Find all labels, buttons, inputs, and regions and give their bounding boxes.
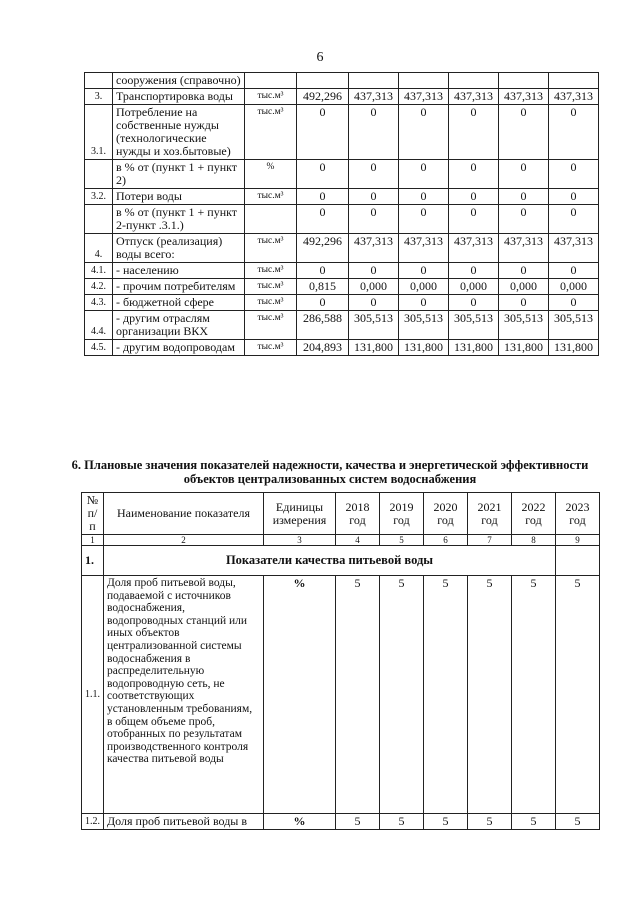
row-unit: [245, 205, 297, 234]
row-value: 492,296: [297, 234, 349, 263]
header-year: 2020 год: [424, 493, 468, 535]
section-num: 1.: [82, 546, 104, 576]
row-value: 0,000: [499, 279, 549, 295]
row-value: [297, 73, 349, 89]
row-name: Транспортировка воды: [113, 89, 245, 105]
col-number: 5: [380, 535, 424, 546]
row-name: в % от (пункт 1 + пункт 2): [113, 160, 245, 189]
row-unit: тыс.м³: [245, 105, 297, 160]
row-value: 0: [399, 105, 449, 160]
row-value: 0: [349, 189, 399, 205]
row-value: 0: [349, 160, 399, 189]
col-number: 7: [468, 535, 512, 546]
row-value: 0: [499, 263, 549, 279]
col-number: 3: [264, 535, 336, 546]
row-value: 131,800: [399, 340, 449, 356]
row-unit: тыс.м³: [245, 295, 297, 311]
col-number: 9: [556, 535, 600, 546]
row-value: 0: [549, 160, 599, 189]
table-row: [85, 295, 599, 311]
row-value: 5: [336, 814, 380, 830]
table-row: [82, 576, 600, 814]
row-name: сооружения (справочно): [113, 73, 245, 89]
row-unit: [245, 73, 297, 89]
row-value: 0: [499, 105, 549, 160]
row-value: 204,893: [297, 340, 349, 356]
row-value: [499, 73, 549, 89]
row-unit: %: [264, 814, 336, 830]
row-num: 3.1.: [85, 105, 113, 160]
table-row: [85, 189, 599, 205]
row-value: 0,815: [297, 279, 349, 295]
row-value: [349, 73, 399, 89]
row-value: 437,313: [399, 234, 449, 263]
row-value: 305,513: [449, 311, 499, 340]
row-value: 5: [512, 576, 556, 814]
row-value: 437,313: [449, 89, 499, 105]
header-unit: Единицы измерения: [264, 493, 336, 535]
row-value: 5: [556, 814, 600, 830]
row-unit: %: [264, 576, 336, 814]
row-unit: тыс.м³: [245, 263, 297, 279]
row-unit: тыс.м³: [245, 189, 297, 205]
header-year: 2019 год: [380, 493, 424, 535]
row-value: 5: [424, 576, 468, 814]
row-value: 437,313: [349, 89, 399, 105]
row-value: 0: [499, 295, 549, 311]
section-heading: 6. Плановые значения показателей надежности, качества и энергетической эффективности объектов централизованных систем водоснабжения: [71, 458, 589, 486]
row-value: 0: [449, 205, 499, 234]
table-row: [85, 205, 599, 234]
row-name: Доля проб питьевой воды в: [104, 814, 264, 830]
row-value: 0: [449, 105, 499, 160]
row-value: 0: [297, 160, 349, 189]
row-value: [449, 73, 499, 89]
row-unit: тыс.м³: [245, 340, 297, 356]
header-num: № п/п: [82, 493, 104, 535]
table-row: [85, 340, 599, 356]
row-num: 3.2.: [85, 189, 113, 205]
table-row: [85, 263, 599, 279]
row-value: 0: [399, 160, 449, 189]
row-num: 4.3.: [85, 295, 113, 311]
row-num: 1.2.: [82, 814, 104, 830]
row-unit: тыс.м³: [245, 234, 297, 263]
row-value: 0: [297, 189, 349, 205]
row-num: [85, 73, 113, 89]
row-value: 131,800: [549, 340, 599, 356]
row-value: 305,513: [349, 311, 399, 340]
row-value: 0,000: [549, 279, 599, 295]
row-value: 131,800: [349, 340, 399, 356]
row-num: 4.1.: [85, 263, 113, 279]
row-value: 0: [549, 189, 599, 205]
col-number: 2: [104, 535, 264, 546]
indicators-table: [81, 492, 600, 830]
row-value: 0: [549, 263, 599, 279]
row-value: 0: [297, 205, 349, 234]
row-value: 5: [424, 814, 468, 830]
row-value: 437,313: [499, 234, 549, 263]
row-name: Потери воды: [113, 189, 245, 205]
row-value: 0: [499, 189, 549, 205]
table-row: [85, 89, 599, 105]
row-value: 0: [549, 105, 599, 160]
row-value: 437,313: [499, 89, 549, 105]
row-value: 437,313: [449, 234, 499, 263]
row-value: 0: [349, 263, 399, 279]
row-value: 0: [449, 160, 499, 189]
row-value: 492,296: [297, 89, 349, 105]
row-value: 0: [349, 205, 399, 234]
row-value: 437,313: [399, 89, 449, 105]
row-name: Доля проб питьевой воды, подаваемой с источников водоснабжения, водопроводных станций или иных объектов централизованной системы водоснабжения в распределительную водопроводную сеть, не соответствующих установленным требованиям, в общем объеме проб, отобранных по результатам производственного контроля качества питьевой воды: [104, 576, 264, 814]
row-value: 0: [449, 295, 499, 311]
column-number-row: [82, 535, 600, 546]
header-year: 2022 год: [512, 493, 556, 535]
section-row: [82, 546, 600, 576]
row-value: 5: [468, 814, 512, 830]
table-row: [82, 814, 600, 830]
row-value: 0: [549, 295, 599, 311]
row-name: Отпуск (реализация) воды всего:: [113, 234, 245, 263]
row-unit: тыс.м³: [245, 311, 297, 340]
row-value: 0,000: [349, 279, 399, 295]
row-unit: %: [245, 160, 297, 189]
row-value: 305,513: [549, 311, 599, 340]
row-num: 4.: [85, 234, 113, 263]
row-value: 0: [399, 189, 449, 205]
row-value: 0: [449, 189, 499, 205]
row-name: - населению: [113, 263, 245, 279]
row-value: 0,000: [399, 279, 449, 295]
row-value: 5: [556, 576, 600, 814]
row-num: [85, 160, 113, 189]
row-value: 437,313: [549, 89, 599, 105]
water-balance-table: [84, 72, 599, 356]
table-row: [85, 279, 599, 295]
table-row: [85, 234, 599, 263]
row-value: 0: [349, 295, 399, 311]
row-value: 0: [499, 205, 549, 234]
row-value: 131,800: [449, 340, 499, 356]
row-value: 0: [399, 205, 449, 234]
row-value: 0: [449, 263, 499, 279]
row-value: 5: [468, 576, 512, 814]
row-num: 4.2.: [85, 279, 113, 295]
row-name: Потребление на собственные нужды (технологические нужды и хоз.бытовые): [113, 105, 245, 160]
table-row: [85, 160, 599, 189]
row-unit: тыс.м³: [245, 89, 297, 105]
col-number: 1: [82, 535, 104, 546]
row-name: - другим отраслям организации ВКХ: [113, 311, 245, 340]
row-value: [549, 73, 599, 89]
table-row: [85, 311, 599, 340]
row-num: 1.1.: [82, 576, 104, 814]
row-value: 5: [336, 576, 380, 814]
row-unit: тыс.м³: [245, 279, 297, 295]
row-num: [85, 205, 113, 234]
row-name: - другим водопроводам: [113, 340, 245, 356]
section-title: Показатели качества питьевой воды: [104, 546, 556, 576]
row-value: 5: [380, 576, 424, 814]
row-name: - прочим потребителям: [113, 279, 245, 295]
table-header-row: [82, 493, 600, 535]
row-value: 0: [549, 205, 599, 234]
col-number: 6: [424, 535, 468, 546]
row-value: 437,313: [349, 234, 399, 263]
row-value: [399, 73, 449, 89]
header-year: 2023 год: [556, 493, 600, 535]
header-name: Наименование показателя: [104, 493, 264, 535]
row-value: 0: [297, 295, 349, 311]
row-value: 5: [512, 814, 556, 830]
row-value: 286,588: [297, 311, 349, 340]
table-row: [85, 73, 599, 89]
row-num: 3.: [85, 89, 113, 105]
header-year: 2021 год: [468, 493, 512, 535]
row-value: 0: [349, 105, 399, 160]
row-value: 5: [380, 814, 424, 830]
row-num: 4.5.: [85, 340, 113, 356]
row-value: 305,513: [499, 311, 549, 340]
row-value: 0: [399, 263, 449, 279]
col-number: 4: [336, 535, 380, 546]
header-year: 2018 год: [336, 493, 380, 535]
table-row: [85, 105, 599, 160]
row-value: 0: [399, 295, 449, 311]
row-value: 305,513: [399, 311, 449, 340]
row-value: 0,000: [449, 279, 499, 295]
empty-cell: [556, 546, 600, 576]
row-name: в % от (пункт 1 + пункт 2-пункт .3.1.): [113, 205, 245, 234]
row-value: 0: [297, 263, 349, 279]
row-value: 0: [499, 160, 549, 189]
page-number: 6: [316, 50, 324, 65]
col-number: 8: [512, 535, 556, 546]
row-value: 0: [297, 105, 349, 160]
row-value: 437,313: [549, 234, 599, 263]
row-num: 4.4.: [85, 311, 113, 340]
row-name: - бюджетной сфере: [113, 295, 245, 311]
row-value: 131,800: [499, 340, 549, 356]
